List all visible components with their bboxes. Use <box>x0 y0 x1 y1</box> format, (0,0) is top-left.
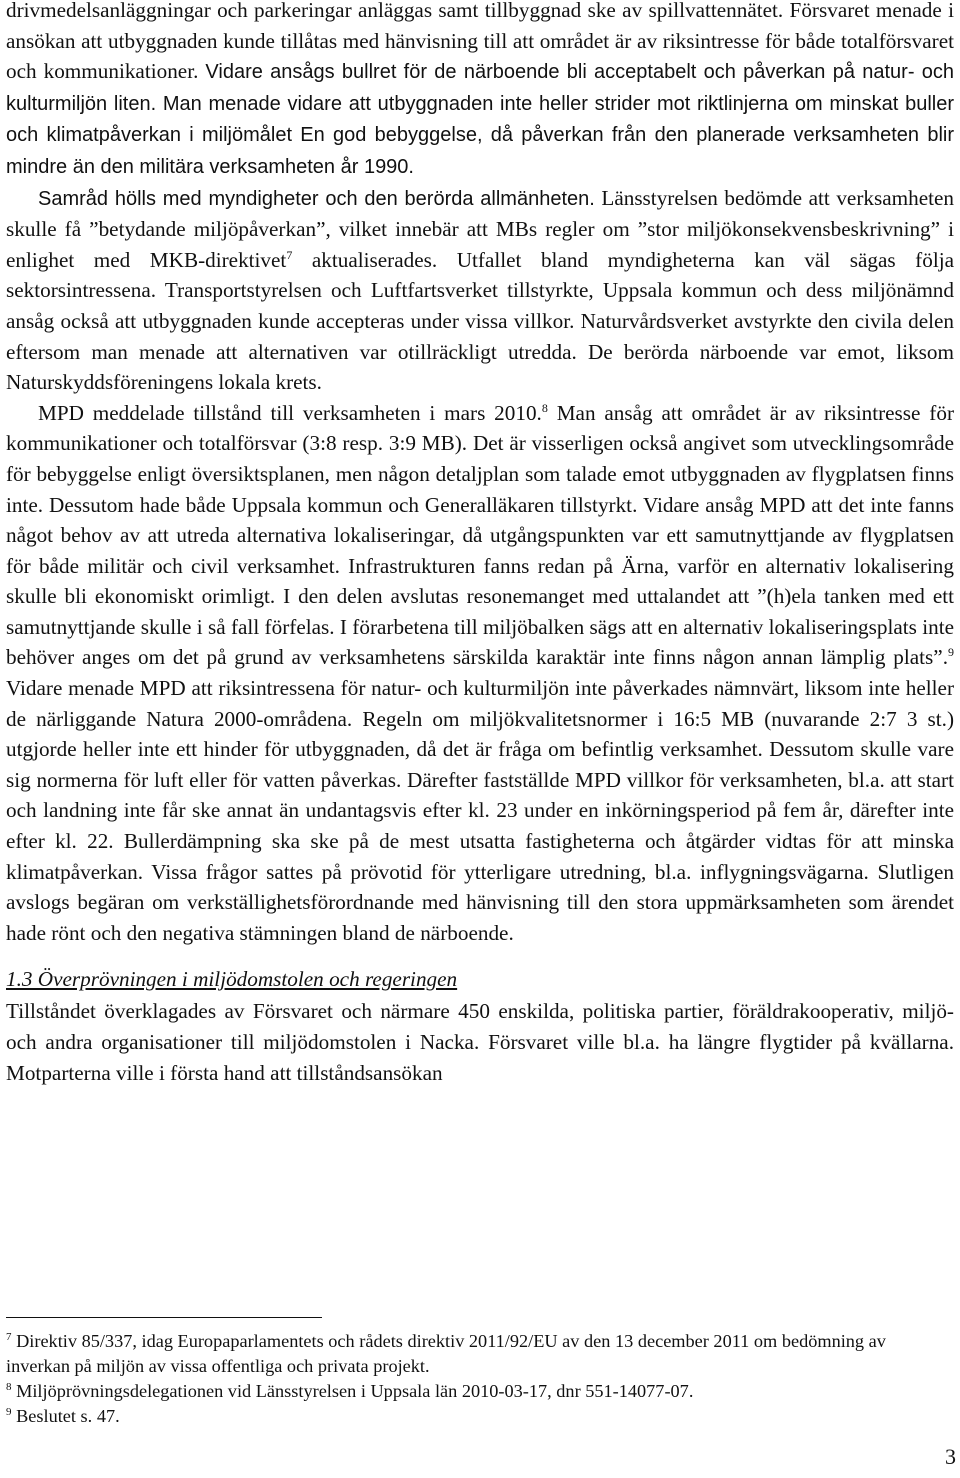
page-number: 3 <box>945 1444 956 1469</box>
paragraph-consultation-text-b: aktualiserades. Utfallet bland myndigheterna kan väl sägas följa sektorsintressena. Transportstyrelsen och Luftfartsverket tillstyrkte, Uppsala kommun och dess miljönämnd ansåg också att utbyggnaden kunde accepteras under vissa villkor. Naturvårdsverket avstyrkte den civila delen eftersom man menade att alternativen var otillräckligt utredda. De berörda närboende var emot, liksom Naturskyddsföreningens lokala krets. <box>6 247 955 395</box>
footnote-text: Beslutet s. 47. <box>16 1406 120 1426</box>
paragraph-consultation-sans: Samråd hölls med myndigheter och den berörda allmänheten. <box>38 187 595 210</box>
footnote-ref-8[interactable]: 8 <box>541 400 548 415</box>
paragraph-application-serif: drivmedelsanläggningar och parkeringar anläggas samt tillbyggnad ske av spillvattennätet. Försvaret menade i ansökan att utbyggnaden kunde tillåtas med hänvisning till att området är av riksintresse för både totalförsvaret och kommunikationer. <box>6 0 954 84</box>
paragraph-mpd-text-b: Man ansåg att området är av riksintresse för kommunikationer och totalförsvar (3:8 resp. 3:9 MB). Det är visserligen också angivet som utvecklingsområde för bebyggelse enligt översiktsplanen, men någon detaljplan som talade emot utbyggnaden av flygplatsen finns inte. Dessutom hade både Uppsala kommun och Generalläkaren tillstyrkt. Vidare ansåg MPD att det inte fanns något behov av att utreda alternativa lokaliseringar, då utgångspunkten var ett samutnyttjande av flygplatsen för både militär och civil verksamhet. Infrastrukturen fanns redan på Ärna, varför en alternativ lokalisering skulle bli ekonomiskt orimligt. I den delen avslutas resonemanget med uttalandet att ”(h)ela tanken med ett samutnyttjande skulle i så fall förfelas. I förarbetena till miljöbalken sägs att en alternativ lokaliseringsplats inte behöver anges om det på grund av verksamhetens särskilda karaktär inte finns någon annan lämplig plats”. <box>6 400 954 670</box>
footnote-8 <box>6 1379 954 1404</box>
paragraph-application-sans: Vidare ansågs bullret för de närboende bli acceptabelt och påverkan på natur- och kulturmiljön liten. Man menade vidare att utbyggnaden inte heller strider mot riktlinjerna om minskat buller och klimatpåverkan i miljömålet En god bebyggelse, då påverkan från den planerade verksamheten blir mindre än den militära verksamheten år 1990. <box>6 61 955 178</box>
footnote-7 <box>6 1329 954 1379</box>
paragraph-consultation-text-a: Länsstyrelsen bedömde att verksamheten skulle få ”betydande miljöpåverkan”, vilket innebär att MBs regler om ”stor miljökonsekvensbeskrivning” i enlighet med MKB-direktivet <box>6 185 955 272</box>
footnote-divider <box>6 1317 322 1318</box>
document-page <box>6 0 954 1088</box>
footnote-number: 9 <box>6 1406 12 1418</box>
footnote-number: 7 <box>6 1331 12 1343</box>
paragraph-mpd-text-a: MPD meddelade tillstånd till verksamheten i mars 2010. <box>38 400 542 425</box>
paragraph-application <box>6 0 954 183</box>
paragraph-consultation <box>6 183 954 398</box>
section-paragraph: Tillståndet överklagades av Försvaret och närmare 450 enskilda, politiska partier, föräldrakooperativ, miljö- och andra organisationer till miljödomstolen i Nacka. Försvaret ville bl.a. ha längre flygtider på kvällarna. Motparterna ville i första hand att tillståndsansökan <box>6 999 954 1085</box>
footnote-number: 8 <box>6 1381 12 1393</box>
footnote-text: Direktiv 85/337, idag Europaparlamentets och rådets direktiv 2011/92/EU av den 13 december 2011 om bedömning av inverkan på miljön av vissa offentliga och privata projekt. <box>6 1331 886 1376</box>
footnote-text: Miljöprövningsdelegationen vid Länsstyrelsen i Uppsala län 2010-03-17, dnr 551-14077-07. <box>16 1381 694 1401</box>
section-heading: 1.3 Överprövningen i miljödomstolen och regeringen <box>6 967 458 992</box>
footnote-ref-7[interactable]: 7 <box>286 247 293 262</box>
paragraph-mpd-decision <box>6 398 954 949</box>
paragraph-mpd-text-c: Vidare menade MPD att riksintressena för natur- och kulturmiljön inte påverkades nämnvärt, liksom inte heller de närliggande Natura 2000-områdena. Regeln om miljökvalitetsnormer i 16:5 MB (nuvarande 2:7 3 st.) utgjorde heller inte ett hinder för utbyggnaden, då det är fråga om befintlig verksamhet. Dessutom skulle vare sig normerna för luft eller för vatten påverkas. Därefter fastställde MPD villkor för verksamheten, bl.a. att start och landning inte får ske annat än undantagsvis efter kl. 23 under en inkörningsperiod på fem år, därefter inte efter kl. 22. Bullerdämpning ska ske på de mest utsatta fastigheterna och åtgärder vidtas för att minska klimatpåverkan. Vissa frågor sattes på prövotid för ytterligare utredning, bl.a. inflygningsvägarna. Slutligen avslogs begäran om verkställighetsförordnande med hänvisning till den stora uppmärksamheten som ärendet hade rönt och den negativa stämningen bland de närboende. <box>6 676 954 945</box>
footnote-ref-9[interactable]: 9 <box>948 645 954 660</box>
footnote-9 <box>6 1404 954 1429</box>
footnotes <box>6 1329 954 1429</box>
